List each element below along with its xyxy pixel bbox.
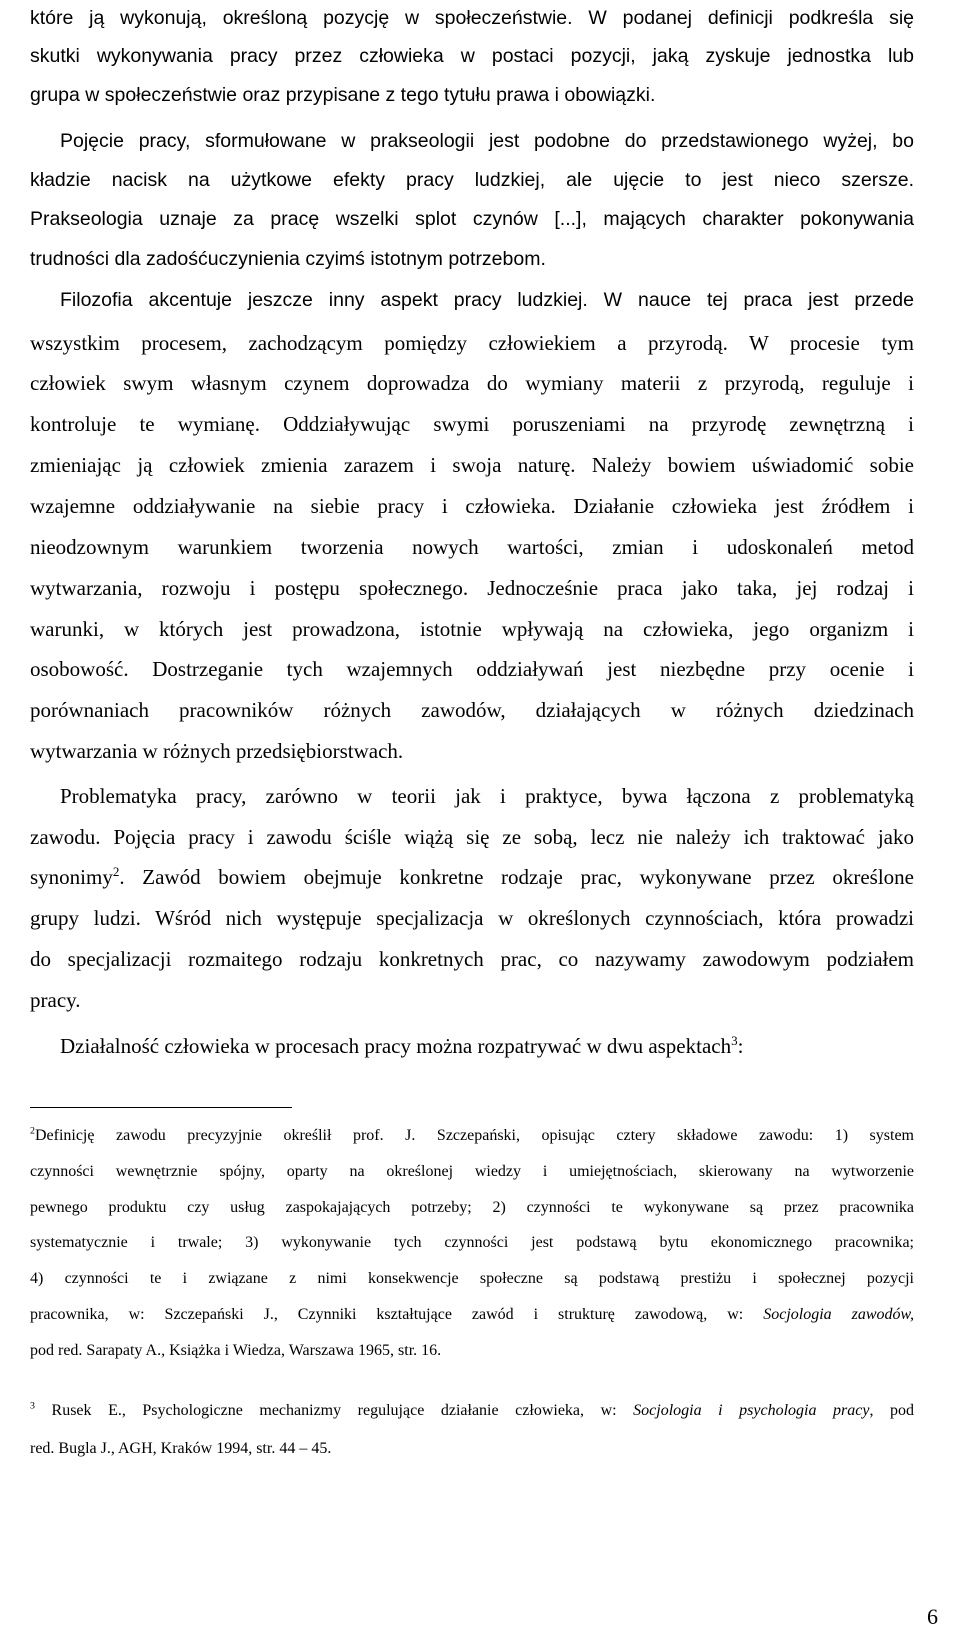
footnote-line: systematycznie i trwale; 3) wykonywanie tych czynności jest podstawą bytu ekonomicznego pracownika; xyxy=(30,1234,914,1251)
footnote-ref-2: 2 xyxy=(112,864,120,879)
text-line xyxy=(60,1034,914,1059)
footnote-separator xyxy=(30,1107,292,1108)
text-line: Filozofia akcentuje jeszcze inny aspekt pracy ludzkiej. W nauce tej praca jest przede xyxy=(60,289,914,311)
text-line: trudności dla zadośćuczynienia czyimś istotnym potrzebom. xyxy=(30,248,546,270)
footnote-line: pewnego produktu czy usług zaspokajających potrzeby; 2) czynności te wykonywane są przez pracownika xyxy=(30,1199,914,1216)
text-line: kładzie nacisk na użytkowe efekty pracy ludzkiej, ale ujęcie to jest nieco szersze. xyxy=(30,169,914,191)
text-line: Problematyka pracy, zarówno w teorii jak i praktyce, bywa łączona z problematyką xyxy=(60,784,914,808)
page-number: 6 xyxy=(927,1604,938,1629)
footnote-mark-3: 3 xyxy=(30,1400,35,1412)
text-fragment: Rusek E., Psychologiczne mechanizmy regulujące działanie człowieka, w: xyxy=(51,1402,617,1419)
text-line: porównaniach pracowników różnych zawodów, działających w różnych dziedzinach xyxy=(30,698,914,722)
text-line: grupa w społeczeństwie oraz przypisane z tego tytułu prawa i obowiązki. xyxy=(30,84,656,106)
footnote-line xyxy=(30,1402,914,1420)
text-line: wszystkim procesem, zachodzącym pomiędzy człowiekiem a przyrodą. W procesie tym xyxy=(30,331,914,355)
text-line: skutki wykonywania pracy przez człowieka w postaci pozycji, jaką zyskuje jednostka lub xyxy=(30,45,914,67)
footnote-line xyxy=(30,1306,914,1324)
text-fragment: synonimy xyxy=(30,865,113,889)
text-line: wytwarzania w różnych przedsiębiorstwach. xyxy=(30,739,404,763)
text-fragment: Definicję zawodu precyzyjnie określił prof. J. Szczepański, opisując cztery składowe zawodu: 1) system xyxy=(34,1127,914,1144)
text-line: zawodu. Pojęcia pracy i zawodu ściśle wiążą się ze sobą, lecz nie należy ich traktować jako xyxy=(30,825,914,849)
footnote-line: czynności wewnętrznie spójny, oparty na określonej wiedzy i umiejętnościach, skierowany na wytworzenie xyxy=(30,1163,914,1180)
text-fragment: Działalność człowieka w procesach pracy można rozpatrywać w dwu aspektach xyxy=(60,1034,732,1058)
text-line: Prakseologia uznaje za pracę wszelki splot czynów [...], mających charakter pokonywania xyxy=(30,208,914,230)
text-fragment: : xyxy=(737,1034,744,1058)
text-line xyxy=(30,865,914,890)
footnote-line: red. Bugla J., AGH, Kraków 1994, str. 44 – 45. xyxy=(30,1440,332,1457)
text-line: pracy. xyxy=(30,988,81,1012)
footnote-mark-2: 2 xyxy=(30,1125,35,1137)
text-line: które ją wykonują, określoną pozycję w społeczeństwie. W podanej definicji podkreśla się xyxy=(30,7,914,29)
text-line: wzajemne oddziaływanie na siebie pracy i człowieka. Działanie człowieka jest źródłem i xyxy=(30,494,914,518)
text-line: do specjalizacji rozmaitego rodzaju konkretnych prac, co nazywamy zawodowym podziałem xyxy=(30,947,914,971)
text-line: warunki, w których jest prowadzona, istotnie wpływają na człowieka, jego organizm i xyxy=(30,617,914,641)
text-line: człowiek swym własnym czynem doprowadza do wymiany materii z przyrodą, reguluje i xyxy=(30,371,914,395)
text-line: kontroluje te wymianę. Oddziaływując swymi poruszeniami na przyrodę zewnętrzną i xyxy=(30,412,914,436)
text-fragment: . Zawód bowiem obejmuje konkretne rodzaje prac, wykonywane przez określone xyxy=(119,865,914,889)
text-line: Pojęcie pracy, sformułowane w prakseologii jest podobne do przedstawionego wyżej, bo xyxy=(60,130,914,152)
italic-title: Socjologia zawodów, xyxy=(763,1306,915,1323)
footnote-line xyxy=(30,1127,914,1145)
footnote-ref-3: 3 xyxy=(731,1033,738,1048)
footnote-line: 4) czynności te i związane z nimi konsekwencje społeczne są podstawą prestiżu i społecznej pozycji xyxy=(30,1270,914,1287)
italic-title: Socjologia i psychologia pracy xyxy=(633,1402,870,1419)
footnote-line: pod red. Sarapaty A., Książka i Wiedza, Warszawa 1965, str. 16. xyxy=(30,1342,442,1359)
text-line: nieodzownym warunkiem tworzenia nowych wartości, zmian i udoskonaleń metod xyxy=(30,535,914,559)
text-line: zmieniając ją człowiek zmienia zarazem i swoja naturę. Należy bowiem uświadomić sobie xyxy=(30,453,914,477)
text-fragment: , pod xyxy=(869,1402,915,1419)
text-line: osobowość. Dostrzeganie tych wzajemnych oddziaływań jest niezbędne przy ocenie i xyxy=(30,657,914,681)
text-line: wytwarzania, rozwoju i postępu społecznego. Jednocześnie praca jako taka, jej rodzaj i xyxy=(30,576,914,600)
text-line: grupy ludzi. Wśród nich występuje specjalizacja w określonych czynnościach, która prowadzi xyxy=(30,906,914,930)
text-fragment: pracownika, w: Szczepański J., Czynniki kształtujące zawód i strukturę zawodową, w: xyxy=(30,1306,744,1323)
